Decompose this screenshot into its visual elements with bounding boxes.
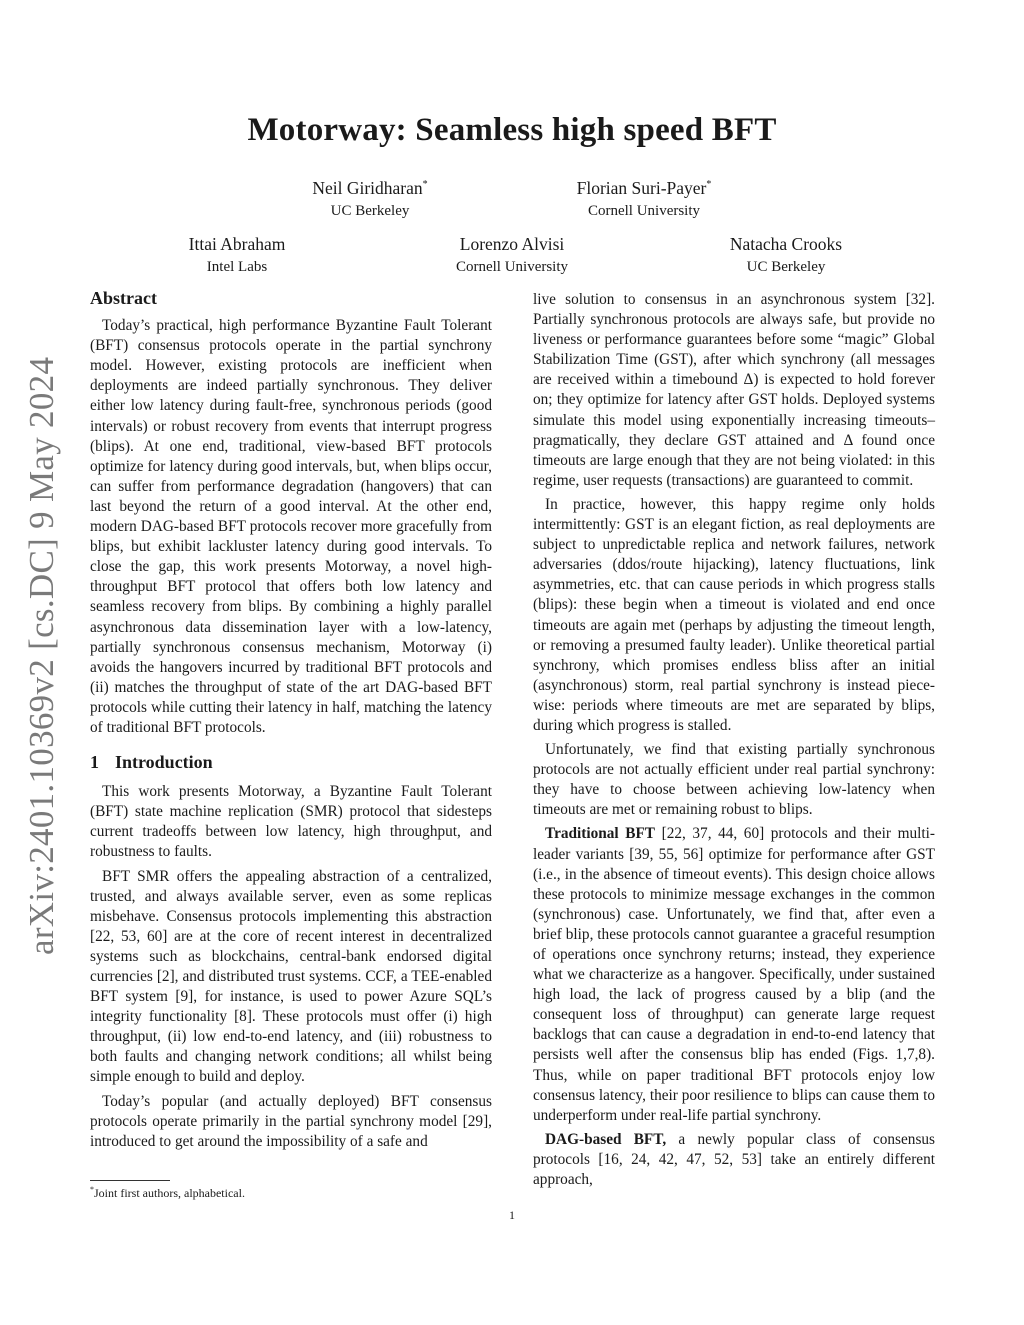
footnote — [90, 1185, 245, 1201]
author-block — [240, 174, 500, 221]
author-block — [382, 233, 642, 277]
author-name: Natacha Crooks — [729, 234, 843, 254]
section-number: 1 — [90, 752, 99, 773]
body-paragraph — [533, 824, 935, 1125]
left-column — [90, 288, 492, 1152]
footnote-divider — [90, 1180, 170, 1181]
paragraph-text: [22, 37, 44, 60] protocols and their multi-leader variants [39, 55, 56] optimize for performance after GST (i.e., in the absence of timeout events). This design choice allows these protocols to minimize message exchanges in the common (synchronous) case. Unfortunately, we find that, after even a brief blip, these protocols cannot guarantee a graceful resumption of operations once synchrony returns; instead, they experience what we characterize as a hangover. Specifically, under sustained high load, the lack of progress caused by a blip (and the consequent loss of throughput) can generate large request backlogs that can cause a degradation in end-to-end latency that persists well after the consensus blip has ended (Figs. 1,7,8). Thus, while on paper traditional BFT protocols enjoy low consensus latency, their poor resilience to blips can cause them to underperform under real-life partial synchrony. — [533, 825, 935, 1124]
author-affiliation: Intel Labs — [206, 259, 268, 275]
author-name: Ittai Abraham — [188, 234, 286, 254]
author-block — [514, 174, 774, 221]
author-affiliation: UC Berkeley — [746, 259, 826, 275]
paragraph-text: a newly popular class of consensus protocols [16, 24, 42, 47, 52, 53] take an entirely different approach, — [533, 1130, 936, 1189]
body-paragraph: Unfortunately, we find that existing partially synchronous protocols are not actually efficient under real partial synchrony: they have to choose between achieving low-latency when timeouts are met or remaining robust to blips. — [533, 741, 935, 819]
author-block — [656, 233, 916, 277]
body-paragraph — [533, 1130, 935, 1190]
arxiv-identifier: arXiv:2401.10369v2 [cs.DC] 9 May 2024 — [22, 356, 61, 955]
abstract-text: Today’s practical, high performance Byzantine Fault Tolerant (BFT) consensus protocols operate in the partial synchrony model. However, existing protocols are inefficient when deployments are indeed partially synchronous. They deliver either low latency during fault-free, synchronous periods (good intervals) or robust recovery from events that interrupt progress (blips). At one end, traditional, view-based BFT protocols optimize for latency during good intervals, but, when blips occur, can suffer from performance degradation (hangovers) that can last beyond the return of a good interval. At the other end, modern DAG-based BFT protocols recover more gracefully from blips, but exhibit lackluster latency during good intervals. To close the gap, this work presents Motorway, a novel high-throughput BFT protocol that offers both low latency and seamless recovery from blips. By combining a highly parallel asynchronous data dissemination layer with a low-latency, partially synchronous consensus mechanism, Motorway (i) avoids the hangovers incurred by traditional BFT protocols and (ii) matches the throughput of state of the art DAG-based BFT protocols while cutting their latency in half, matching the latency of traditional BFT protocols. — [90, 317, 492, 736]
body-paragraph: In practice, however, this happy regime only holds intermittently: GST is an elegant fiction, as real deployments are subject to unpredictable replica and network failures, network adversaries (ddos/route hijacking), latency fluctuations, link asymmetries, etc. that can cause periods in which progress stalls (blips): these begin when a timeout is violated and end once timeouts are again met (perhaps by adjusting the timeout length, or removing a presumed faulty leader). Unlike theoretical partial synchrony, which promises endless bliss after an initial (asynchronous) storm, real partial synchrony is instead piece-wise: periods where timeouts are met are separated by blips, during which progress is stalled. — [533, 495, 935, 734]
author-affiliation: UC Berkeley — [330, 202, 410, 219]
abstract-heading: Abstract — [90, 288, 157, 308]
page-number: 1 — [509, 1208, 515, 1222]
author-affiliation: Cornell University — [587, 202, 701, 219]
intro-paragraph: Today’s popular (and actually deployed) BFT consensus protocols operate primarily in the partial synchrony model [29], introduced to get around the impossibility of a safe and — [90, 1092, 492, 1150]
author-name: Lorenzo Alvisi — [459, 234, 565, 254]
author-name: Neil Giridharan* — [312, 177, 428, 198]
author-name: Florian Suri-Payer* — [576, 177, 712, 198]
introduction-heading — [90, 752, 492, 772]
body-paragraph: live solution to consensus in an asynchronous system [32]. Partially synchronous protocols are always safe, but provide no liveness or performance guarantees before some “magic” Global Stabilization Time (GST), after which synchrony (all messages are received within a timebound Δ) is expected to hold forever on; they optimize for latency after GST holds. Deployed systems simulate this model using exponentially increasing timeouts–pragmatically, they declare GST attained and Δ found once timeouts are large enough that they are not being violated: in this regime, user requests (transactions) are guaranteed to commit. — [533, 291, 935, 489]
footnote-text: Joint first authors, alphabetical. — [94, 1186, 245, 1200]
author-block — [107, 233, 367, 277]
footnote-mark: * — [90, 1185, 94, 1194]
intro-paragraph: This work presents Motorway, a Byzantine Fault Tolerant (BFT) state machine replication (SMR) protocol that sidesteps current tradeoffs between low latency, high throughput, and robustness to faults. — [90, 783, 492, 861]
author-affiliation: Cornell University — [455, 259, 569, 275]
intro-paragraph: BFT SMR offers the appealing abstraction of a centralized, trusted, and always available server, even as some replicas misbehave. Consensus protocols implementing this abstraction [22, 53, 60] are at the core of recent interest in decentralized systems such as blockchains, central-bank endorsed digital currencies [2], and distributed trust systems. CCF, a TEE-enabled BFT system [9], for instance, is used to power Azure SQL’s integrity functionality [8]. These protocols must offer (i) high throughput, (ii) low end-to-end latency, and (iii) robustness to both faults and changing network conditions; all whilst being simple enough to build and deploy. — [90, 867, 492, 1086]
paragraph-lead: DAG-based BFT, — [545, 1130, 667, 1148]
paper-title: Motorway: Seamless high speed BFT — [247, 112, 777, 148]
right-column — [533, 290, 935, 1190]
section-title: Introduction — [115, 752, 213, 773]
paragraph-lead: Traditional BFT — [545, 825, 655, 843]
